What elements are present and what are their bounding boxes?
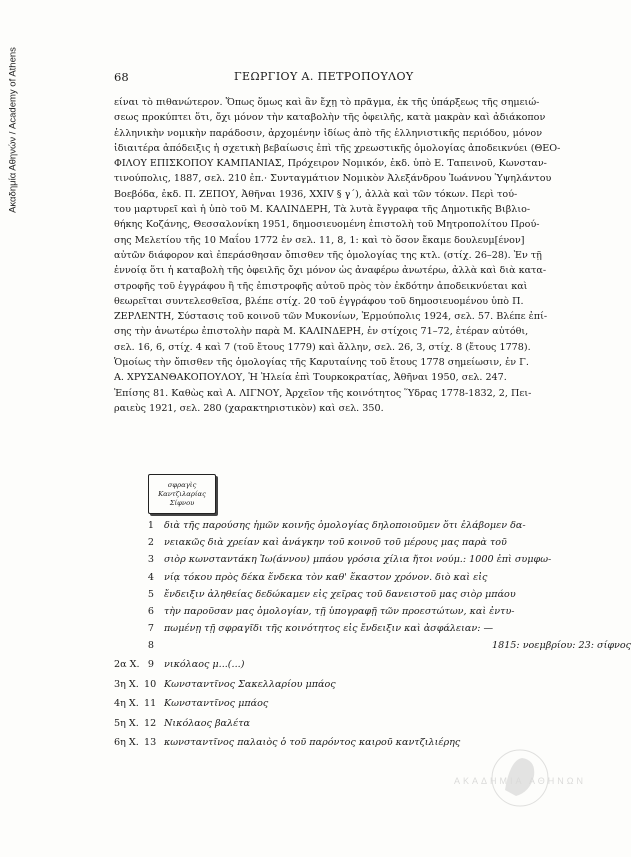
line-text: 1815: νοεμβρίου: 23: σίφνος (492, 640, 631, 652)
line-number: 10 (144, 678, 157, 690)
line-number: 1 (147, 520, 154, 531)
body-line: ἰδιαιτέρα ἀπόδειξις ἡ σχετικὴ βεβαίωσις ἐπὶ τῆς χρεωστικῆς ὁμολογίας ἀποδεικνύει (ΘΕΟ- (114, 142, 561, 154)
body-line: στροφῆς τοῦ ἐγγράφου ἢ τῆς ἐπιστροφῆς αὐτοῦ πρὸς τὸν ἐκδότην ἀποδεικνύεται καὶ (114, 280, 528, 292)
seal-box (148, 474, 216, 514)
line-text: διὰ τῆς παρούσης ἡμῶν κοινῆς ὁμολογίας δηλοποιοῦμεν ὅτι ἐλάβομεν δα- (164, 520, 526, 531)
document-line (114, 572, 554, 589)
body-line: ἐννοίᾳ ὅτι ἡ καταβολὴ τῆς ὀφειλῆς ὄχι μόνον ὡς ἀναφέρω ἀνωτέρω, ἀλλὰ καὶ διὰ κατα- (114, 265, 547, 277)
signature-text: κωνσταντῖνος παλαιὸς ὁ τοῦ παρόντος καιροῦ καντζιλιέρης (164, 737, 461, 749)
line-text: νίᾳ τόκου πρὸς δέκα ἕνδεκα τὸν καθ' ἕκαστον χρόνον. διὸ καὶ εἰς (164, 571, 488, 583)
signature-line (114, 679, 554, 699)
line-number: 8 (147, 640, 154, 652)
hand-label: 6η Χ. (114, 737, 139, 749)
watermark-text: ΑΚΑΔΗΜΙΑ ΑΘΗΝΩΝ (453, 776, 587, 786)
line-number: 3 (147, 554, 154, 566)
body-line: είναι τὸ πιθανώτερον. Ὅπως ὅμως καὶ ἂν ἔχῃ τὸ πρᾶγμα, ἐκ τῆς ὑπάρξεως τῆς σημειώ- (114, 97, 540, 108)
document-line (114, 554, 554, 571)
document-line (114, 640, 631, 657)
line-number: 6 (147, 605, 154, 617)
body-line: θήκης Κοζάνης, Θεσσαλονίκη 1951, δημοσιευομένη ἐπιστολὴ τοῦ Μητροπολίτου Πρού- (114, 219, 540, 231)
body-line: ἑλληνικὴν νομικὴν παράδοσιν, ἀρχομένην ἰδίως ἀπὸ τῆς ἑλληνιστικῆς περιόδου, μόνον (114, 127, 543, 139)
line-number: 11 (144, 698, 157, 710)
body-line: Βοεβόδα, ἐκδ. Π. ΖΕΠΟΥ, Ἀθῆναι 1936, XXIV § γ΄), ἀλλὰ καὶ τῶν τόκων. Περὶ τού- (114, 188, 518, 200)
document-line (114, 623, 554, 640)
signature-line (114, 718, 554, 738)
body-line: ΖΕΡΛΕΝΤΗ, Σύστασις τοῦ κοινοῦ τῶν Μυκονίων, Ἑρμούπολις 1924, σελ. 57. Βλέπε ἐπί- (114, 311, 548, 323)
body-line: ραιεὺς 1921, σελ. 280 (χαρακτηριστικὸν) καὶ σελ. 350. (114, 402, 384, 414)
line-number: 5 (147, 588, 154, 600)
body-line: σελ. 16, 6, στίχ. 4 καὶ 7 (τοῦ ἔτους 1779) καὶ ἄλλην, σελ. 26, 3, στίχ. 8 (ἔτους 1778). (114, 341, 531, 353)
body-line: Ὁμοίως τὴν ὄπισθεν τῆς ὁμολογίας τῆς Καρυταίνης τοῦ ἔτους 1778 σημείωσιν, ἐν Γ. (114, 357, 529, 369)
signature-text: νικόλαος μ...(...) (164, 659, 245, 670)
line-number: 9 (147, 659, 154, 670)
running-head: ΓΕΩΡΓΙΟΥ Α. ΠΕΤΡΟΠΟΥΛΟΥ (234, 70, 414, 83)
document-line (114, 589, 554, 606)
line-text: νειακῶς διὰ χρείαν καὶ ἀνάγκην τοῦ κοινοῦ τοῦ μέρους μας παρὰ τοῦ (164, 537, 507, 549)
signature-line (114, 698, 554, 718)
body-line: Ἐπίσης 81. Καθὼς καὶ Α. ΛΙΓΝΟΥ, Ἀρχεῖον τῆς κοινότητος Ὕδρας 1778-1832, 2, Πει- (114, 387, 532, 399)
body-line: σης τὴν ἀνωτέρω ἐπιστολὴν παρὰ Μ. ΚΑΛΙΝΔΕΡΗ, ἐν στίχοις 71–72, ἑτέραν αὐτόθι, (114, 326, 529, 338)
page-number: 68 (114, 70, 129, 84)
signature-text: Κωνσταντῖνος μπάος (164, 698, 269, 710)
hand-label: 2α Χ. (114, 659, 140, 670)
hand-label: 4η Χ. (114, 698, 139, 710)
signature-text: Νικόλαος βαλέτα (164, 717, 251, 729)
hand-label: 5η Χ. (114, 717, 139, 729)
body-line: τινούπολις, 1887, σελ. 210 ἐπ.· Συνταγμάτιον Νομικὸν Ἀλεξάνδρου Ἰωάννου Ὑψηλάντου (114, 173, 552, 185)
body-line: του μαρτυρεῖ καὶ ἡ ὑπὸ τοῦ Μ. ΚΑΛΙΝΔΕΡΗ, Τὰ λυτὰ ἔγγραφα τῆς Δημοτικῆς Βιβλιο- (114, 204, 531, 216)
signature-line (114, 659, 554, 679)
body-line: θεωρεῖται συντελεσθεῖσα, βλέπε στίχ. 20 τοῦ ἐγγράφου τοῦ δημοσιευομένου ὑπὸ Π. (114, 295, 524, 307)
line-number: 12 (144, 717, 157, 729)
academy-watermark-logo (450, 740, 590, 820)
line-text: σιὸρ κωνσταντάκη Ἰω(άννου) μπάου γρόσια χίλια ἤτοι νούμ.: 1000 ἐπὶ συμφω- (164, 554, 552, 566)
body-line: Α. ΧΡΥΣΑΝΘΑΚΟΠΟΥΛΟΥ, Ἡ Ἠλεία ἐπὶ Τουρκοκρατίας, Ἀθῆναι 1950, σελ. 247. (114, 372, 507, 384)
seal-line: σφραγὶς (167, 480, 197, 489)
seal-line: Σίφνου (169, 498, 195, 507)
side-watermark-label: Ακαδημία Αθηνών / Academy of Athens (7, 47, 19, 213)
body-line: σης Μελετίου τῆς 10 Μαΐου 1772 ἐν σελ. 11, 8, 1: καὶ τὸ ὅσον ἔκαμε δουλευμ[ένον] (114, 234, 525, 246)
line-number: 2 (147, 537, 154, 549)
line-number: 13 (144, 737, 157, 749)
body-line: αὐτῶν διάφορον καὶ ἐπεράσθησαν ὄπισθεν τῆς ὁμολογίας της κτλ. (στίχ. 26–28). Ἐν τῇ (114, 249, 542, 261)
document-line (114, 537, 554, 554)
line-text: ἔνδειξιν ἀληθείας δεδώκαμεν εἰς χεῖρας τοῦ δανειστοῦ μας σιὸρ μπάου (164, 588, 516, 600)
body-line: σεως προκύπτει ὅτι, ὄχι μόνον τὴν καταβολὴν τῆς ὀφειλῆς, κατὰ μακρὰν καὶ ἀδιάκοπον (114, 112, 546, 124)
line-text: πωμένῃ τῇ σφραγῖδι τῆς κοινότητος εἰς ἔνδειξιν καὶ ἀσφάλειαν: — (164, 623, 494, 635)
line-number: 7 (147, 623, 154, 635)
body-line: ΦΙΛΟΥ ΕΠΙΣΚΟΠΟΥ ΚΑΜΠΑΝΙΑΣ, Πρόχειρον Νομικόν, ἐκδ. ὑπὸ Ε. Ταπεινοῦ, Κωνσταν- (114, 158, 547, 170)
line-number: 4 (147, 571, 154, 583)
hand-label: 3η Χ. (114, 678, 139, 690)
line-text: τὴν παροῦσαν μας ὁμολογίαν, τῇ ὑπογραφῇ τῶν προεστώτων, καὶ ἐντυ- (164, 605, 515, 617)
signature-text: Κωνσταντῖνος Σακελλαρίου μπάος (164, 678, 336, 690)
seal-line: Καντζιλαρίας (158, 489, 206, 498)
document-line (114, 606, 554, 623)
body-text (114, 95, 561, 416)
document-line (114, 520, 554, 537)
document-text (114, 520, 631, 658)
